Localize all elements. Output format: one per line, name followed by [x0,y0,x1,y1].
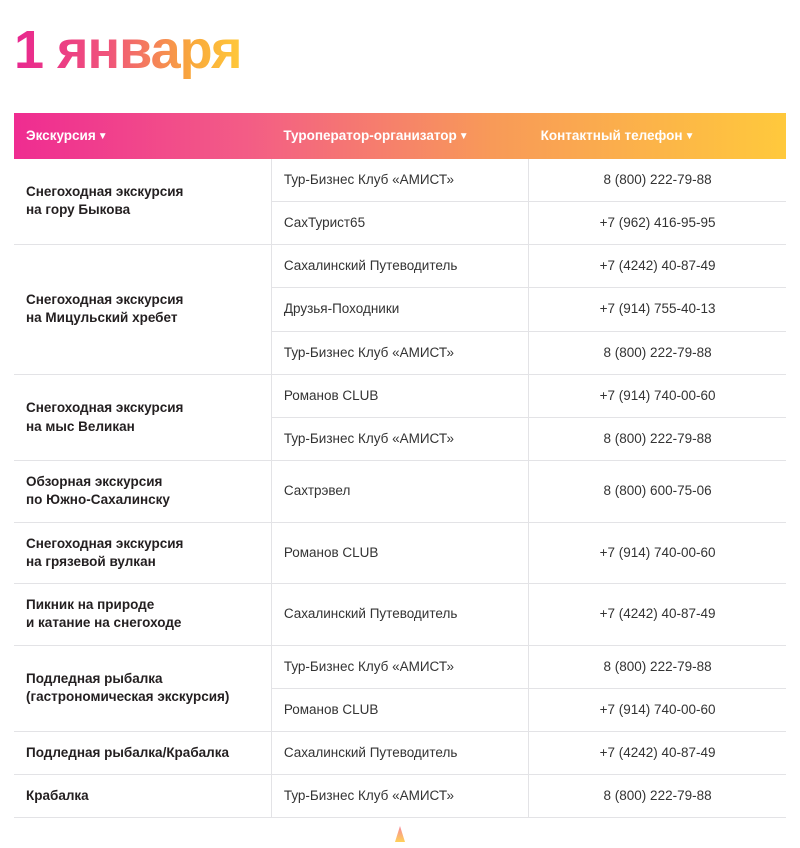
cell-phone: +7 (4242) 40-87-49 [529,584,786,645]
cell-phone: +7 (4242) 40-87-49 [529,245,786,288]
cell-operator: Сахалинский Путеводитель [271,584,528,645]
cell-operator: СахТурист65 [271,201,528,244]
cell-phone: 8 (800) 222-79-88 [529,418,786,461]
cell-phone: +7 (914) 740-00-60 [529,522,786,583]
schedule-table-container [14,113,786,819]
cell-excursion: Крабалка [14,775,271,818]
table-row [14,522,786,583]
cell-excursion: Подледная рыбалка/Крабалка [14,731,271,774]
cell-operator: Романов CLUB [271,688,528,731]
cell-phone: +7 (962) 416-95-95 [529,201,786,244]
decorative-mark-icon [395,826,405,842]
sort-caret-icon[interactable]: ▼ [97,131,108,143]
sort-caret-icon[interactable]: ▼ [458,131,469,143]
table-body [14,159,786,818]
cell-operator: Тур-Бизнес Клуб «АМИСТ» [271,159,528,202]
cell-phone: 8 (800) 600-75-06 [529,461,786,522]
table-header-row [14,113,786,159]
table-row [14,775,786,818]
cell-excursion: Снегоходная экскурсия на гору Быкова [14,159,271,245]
table-row [14,645,786,688]
table-row [14,584,786,645]
cell-operator: Тур-Бизнес Клуб «АМИСТ» [271,775,528,818]
column-header-excursion[interactable] [14,113,271,159]
table-row [14,374,786,417]
cell-operator: Романов CLUB [271,522,528,583]
cell-operator: Тур-Бизнес Клуб «АМИСТ» [271,331,528,374]
cell-operator: Друзья-Походники [271,288,528,331]
cell-phone: 8 (800) 222-79-88 [529,645,786,688]
table-row [14,461,786,522]
cell-phone: +7 (914) 755-40-13 [529,288,786,331]
column-header-excursion-label: Экскурсия [26,128,96,144]
table-row [14,245,786,288]
schedule-table [14,113,786,819]
cell-phone: 8 (800) 222-79-88 [529,331,786,374]
cell-excursion: Обзорная экскурсия по Южно-Сахалинску [14,461,271,522]
page-title: 1 января [14,20,242,80]
cell-excursion: Снегоходная экскурсия на Мицульский хребет [14,245,271,375]
column-header-phone[interactable] [529,113,786,159]
cell-phone: +7 (4242) 40-87-49 [529,731,786,774]
table-header [14,113,786,159]
cell-phone: +7 (914) 740-00-60 [529,688,786,731]
cell-operator: Сахтрэвел [271,461,528,522]
cell-phone: +7 (914) 740-00-60 [529,374,786,417]
table-row [14,731,786,774]
cell-phone: 8 (800) 222-79-88 [529,775,786,818]
column-header-operator-label: Туроператор-организатор [283,128,457,144]
cell-operator: Сахалинский Путеводитель [271,731,528,774]
cell-phone: 8 (800) 222-79-88 [529,159,786,202]
column-header-phone-label: Контактный телефон [540,128,683,144]
cell-operator: Тур-Бизнес Клуб «АМИСТ» [271,645,528,688]
cell-excursion: Подледная рыбалка (гастрономическая экскурсия) [14,645,271,731]
cell-operator: Тур-Бизнес Клуб «АМИСТ» [271,418,528,461]
cell-operator: Сахалинский Путеводитель [271,245,528,288]
cell-excursion: Снегоходная экскурсия на грязевой вулкан [14,522,271,583]
column-header-operator[interactable] [271,113,528,159]
cell-excursion: Снегоходная экскурсия на мыс Великан [14,374,271,460]
sort-caret-icon[interactable]: ▼ [684,131,695,143]
table-row [14,159,786,202]
cell-excursion: Пикник на природе и катание на снегоходе [14,584,271,645]
cell-operator: Романов CLUB [271,374,528,417]
